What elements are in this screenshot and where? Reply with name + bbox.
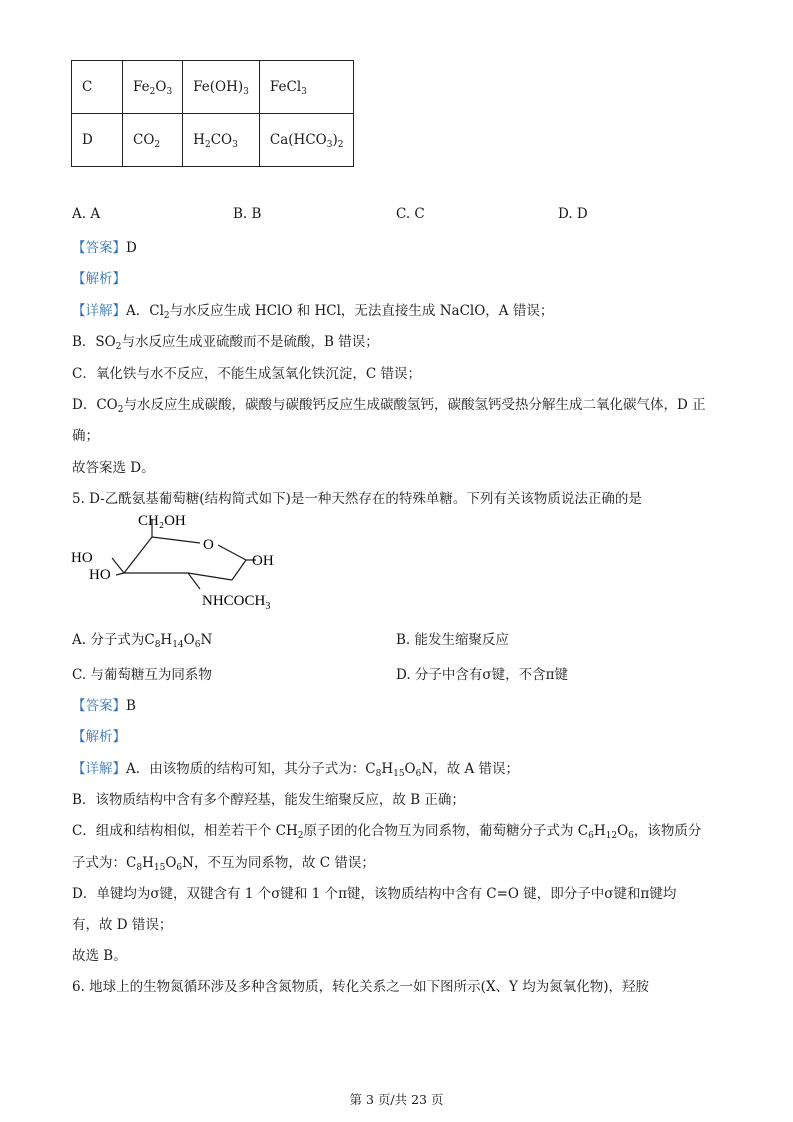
ch2oh-label: CH₂OH <box>138 513 186 529</box>
question-stem: 6. 地球上的生物氮循环涉及多种含氮物质，转化关系之一如下图所示(X、Y 均为氮氧化物)，羟胺 <box>72 979 650 995</box>
bond <box>112 558 124 573</box>
bond <box>218 545 246 560</box>
answer-line: 【答案】D <box>72 240 137 256</box>
bond <box>152 537 200 543</box>
detail-line: 【详解】A．$Cl_2$与水反应生成 HClO 和 HCl，无法直接生成 NaClO，A 错误； <box>72 303 554 321</box>
ho-label: HO <box>71 550 93 566</box>
option-a: A. 分子式为$C_8H_{14}O_6N$ <box>72 632 213 650</box>
detail-line: C．氧化铁与水不反应，不能生成氢氧化铁沉淀，C 错误； <box>72 366 421 382</box>
detail-line: 子式为：$C_8H_{15}O_6N$，不互为同系物，故 C 错误； <box>72 855 375 873</box>
structure-diagram <box>60 505 320 615</box>
detail-line: 确； <box>72 428 99 444</box>
option-b: B. 能发生缩聚反应 <box>396 632 510 648</box>
detail-line: 【详解】A．由该物质的结构可知，其分子式为：$C_8H_{15}O_6N$，故 A 错误； <box>72 761 520 779</box>
option-c: C. 与葡萄糖互为同系物 <box>72 667 212 683</box>
table-cell: FeCl$_3$ <box>259 61 354 114</box>
analysis-tag: 【解析】 <box>72 271 126 287</box>
bond <box>188 573 232 580</box>
option-c: C. C <box>396 206 425 222</box>
detail-line: D．单键均为σ键，双键含有 1 个σ键和 1 个π键，该物质结构中含有 C=O 键，即分子中σ键和π键均 <box>72 886 677 902</box>
option-b: B. B <box>233 206 262 222</box>
bond <box>116 573 124 575</box>
detail-line: 故选 B。 <box>72 948 127 964</box>
detail-line: 故答案选 D。 <box>72 460 155 476</box>
detail-line: B．该物质结构中含有多个醇羟基，能发生缩聚反应，故 B 正确； <box>72 792 465 808</box>
table-cell: $CO_2$ <box>123 114 183 167</box>
table-row <box>72 114 354 167</box>
page-footer: 第 3 页/共 23 页 <box>349 1092 444 1107</box>
option-d: D. 分子中含有σ键，不含π键 <box>396 667 569 683</box>
bond <box>124 537 152 573</box>
options-table <box>71 60 354 167</box>
oh-label: OH <box>252 553 274 569</box>
detail-line: 有，故 D 错误； <box>72 917 173 933</box>
bond <box>232 560 246 580</box>
ring-oxygen-label: O <box>203 537 214 553</box>
ho-label: HO <box>89 567 111 583</box>
option-a: A. A <box>72 206 101 222</box>
detail-line: B．$SO_2$与水反应生成亚硫酸而不是硫酸，B 错误； <box>72 334 379 352</box>
table-cell: $H_2CO_3$ <box>183 114 260 167</box>
nhcoch3-label: $NHCOCH_3$ <box>202 593 271 612</box>
detail-line: C．组成和结构相似，相差若干个 $CH_2$原子团的化合物互为同系物，葡萄糖分子式为 $C_6H_{12}O_6$，该物质分 <box>72 823 702 841</box>
table-row <box>72 61 354 114</box>
analysis-tag: 【解析】 <box>72 729 126 745</box>
bond <box>188 573 200 589</box>
option-d: D. D <box>558 206 588 222</box>
row-label: D <box>72 114 123 167</box>
question-stem: 5. D-乙酰氨基葡萄糖(结构简式如下)是一种天然存在的特殊单糖。下列有关该物质说法正确的是 <box>72 491 642 507</box>
table-cell: $Ca(HCO_3)_2$ <box>259 114 354 167</box>
answer-line: 【答案】B <box>72 698 136 714</box>
row-label: C <box>72 61 123 114</box>
detail-line: D．$CO_2$与水反应生成碳酸，碳酸与碳酸钙反应生成碳酸氢钙，碳酸氢钙受热分解生成二氧化碳气体，D 正 <box>72 397 706 415</box>
table-cell: $Fe_2O_3$ <box>123 61 183 114</box>
table-cell: $Fe(OH)_3$ <box>183 61 260 114</box>
